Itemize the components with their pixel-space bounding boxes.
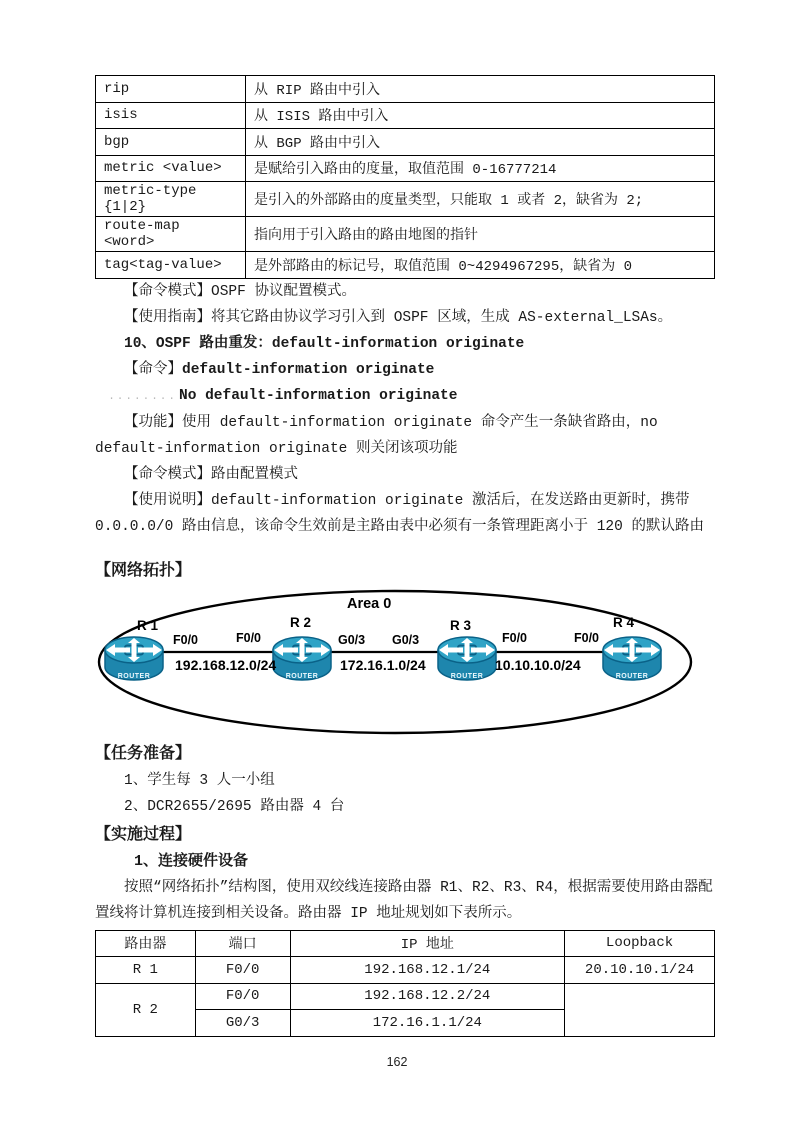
param-desc-cell: 是赋给引入路由的度量，取值范围 0-16777214 <box>246 155 715 182</box>
network-label-3: 10.10.10.0/24 <box>495 656 581 673</box>
param-desc-cell: 从 BGP 路由中引入 <box>246 129 715 156</box>
router-name-r1: R 1 <box>137 617 159 633</box>
function-line: 【功能】使用 default-information originate 命令产生一条缺省路由，no default-information originate 则关闭该项功能 <box>95 414 658 457</box>
step1-paragraph: 按照“网络拓扑”结构图，使用双绞线连接路由器 R1、R2、R3、R4，根据需要使用路由器配置线将计算机连接到相关设备。路由器 IP 地址规划如下表所示。 <box>95 879 713 922</box>
router-glyph <box>435 632 499 688</box>
param-desc-cell: 指向用于引入路由的路由地图的指针 <box>246 217 715 252</box>
param-name-cell: metric <value> <box>96 155 246 182</box>
command-text: default-information originate <box>182 361 435 378</box>
router-icon-r4 <box>600 632 664 688</box>
table-row <box>96 129 715 156</box>
param-desc-cell: 从 ISIS 路由中引入 <box>246 102 715 129</box>
content-area <box>95 75 715 1037</box>
section-10-heading: 10、OSPF 路由重发：default-information originate <box>124 335 525 352</box>
table-row-r1 <box>96 957 715 984</box>
param-desc-cell: 从 RIP 路由中引入 <box>246 76 715 103</box>
router-glyph <box>270 632 334 688</box>
command-label: 【命令】 <box>124 361 182 378</box>
cell-port: F0/0 <box>195 983 290 1010</box>
param-name-cell: rip <box>96 76 246 103</box>
usage-note-line: 【使用说明】default-information originate 激活后，在发送路由更新时，携带 0.0.0.0/0 路由信息，该命令生效前是主路由表中必须有一条管理距离小于 120 的默认路由 <box>95 492 705 535</box>
table-row-r2a <box>96 983 715 1010</box>
table-header-row <box>96 930 715 957</box>
interface-label-r4-f00: F0/0 <box>574 630 600 645</box>
cell-loopback: 20.10.10.1/24 <box>565 957 715 984</box>
page-number: 162 <box>386 1055 408 1069</box>
ip-address-plan-table <box>95 930 715 1037</box>
router-icon-r3 <box>435 632 499 688</box>
cell-ip: 192.168.12.1/24 <box>290 957 565 984</box>
cell-router: R 1 <box>96 957 196 984</box>
param-name-cell: metric-type {1|2} <box>96 182 246 217</box>
cell-ip: 192.168.12.2/24 <box>290 983 565 1010</box>
router-brand-label: ROUTER <box>615 672 649 680</box>
header-loopback: Loopback <box>565 930 715 957</box>
interface-label-r2-g03: G0/3 <box>338 632 366 647</box>
header-port: 端口 <box>195 930 290 957</box>
network-topology-diagram <box>95 587 715 739</box>
cell-ip: 172.16.1.1/24 <box>290 1010 565 1037</box>
router-glyph <box>600 632 664 688</box>
table-row <box>96 182 715 217</box>
task-item-1: 1、学生每 3 人一小组 <box>124 772 275 789</box>
param-desc-cell: 是外部路由的标记号，取值范围 0~4294967295，缺省为 0 <box>246 252 715 279</box>
command-mode-line: 【命令模式】OSPF 协议配置模式。 <box>124 283 357 300</box>
param-desc-cell: 是引入的外部路由的度量类型，只能取 1 或者 2，缺省为 2; <box>246 182 715 217</box>
no-command-line <box>95 383 715 410</box>
ospf-redistribute-params-table <box>95 75 715 279</box>
interface-label-r3-g03: G0/3 <box>392 632 420 647</box>
usage-guide-line: 【使用指南】将其它路由协议学习引入到 OSPF 区域，生成 AS-external_LSAs。 <box>124 309 673 326</box>
command-line <box>95 357 715 383</box>
interface-label-r1-f00: F0/0 <box>173 632 199 647</box>
tasks-heading: 【任务准备】 <box>95 744 192 763</box>
dot-leader: ........ <box>108 390 177 403</box>
table-row <box>96 217 715 252</box>
command-mode2-line: 【命令模式】路由配置模式 <box>124 466 298 483</box>
cell-router: R 2 <box>96 983 196 1036</box>
router-icon-r1 <box>102 632 166 688</box>
cell-port: F0/0 <box>195 957 290 984</box>
step1-heading: 1、连接硬件设备 <box>134 852 249 870</box>
router-brand-label: ROUTER <box>285 672 319 680</box>
router-brand-label: ROUTER <box>450 672 484 680</box>
cell-loopback <box>565 983 715 1036</box>
router-icon-r2 <box>270 632 334 688</box>
task-item-2: 2、DCR2655/2695 路由器 4 台 <box>124 798 345 815</box>
no-command-text: No default-information originate <box>179 387 458 404</box>
router-brand-label: ROUTER <box>117 672 151 680</box>
table-row <box>96 252 715 279</box>
cell-port: G0/3 <box>195 1010 290 1037</box>
process-heading: 【实施过程】 <box>95 825 192 844</box>
topology-heading: 【网络拓扑】 <box>95 561 192 580</box>
param-name-cell: tag<tag-value> <box>96 252 246 279</box>
param-name-cell: isis <box>96 102 246 129</box>
router-name-r2: R 2 <box>290 614 312 630</box>
param-name-cell: bgp <box>96 129 246 156</box>
router-glyph <box>102 632 166 688</box>
router-name-r4: R 4 <box>613 614 635 630</box>
table-row <box>96 155 715 182</box>
router-name-r3: R 3 <box>450 617 472 633</box>
interface-label-r3-f00: F0/0 <box>502 630 528 645</box>
area-label: Area 0 <box>347 595 392 612</box>
table-row <box>96 76 715 103</box>
table-row <box>96 102 715 129</box>
network-label-2: 172.16.1.0/24 <box>340 656 426 673</box>
header-router: 路由器 <box>96 930 196 957</box>
network-label-1: 192.168.12.0/24 <box>175 656 277 673</box>
header-ip: IP 地址 <box>290 930 565 957</box>
param-name-cell: route-map <word> <box>96 217 246 252</box>
interface-label-r2-f00: F0/0 <box>236 630 262 645</box>
